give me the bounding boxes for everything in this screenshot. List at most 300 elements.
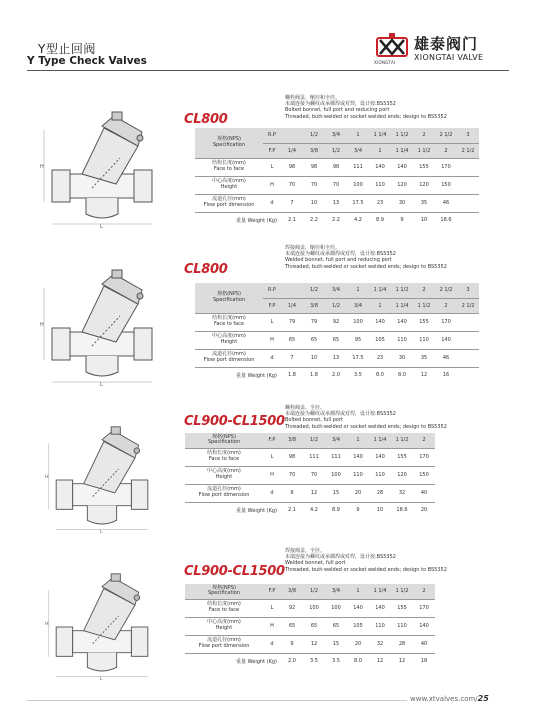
- row-label: [185, 484, 263, 502]
- value-cell: 110: [413, 331, 435, 349]
- size-cell: 1 1/4: [369, 283, 391, 298]
- value-cell: 140: [369, 599, 391, 617]
- weight-cell: 4.2: [310, 507, 318, 514]
- svg-text:L: L: [100, 224, 103, 230]
- spec-label-cn: 规格(NPS): [217, 291, 241, 298]
- value-cell: 105: [369, 331, 391, 349]
- size-cell: 1/2: [303, 283, 325, 298]
- value-cell: [457, 158, 479, 176]
- y-check-valve-drawing: [42, 110, 162, 230]
- value-cell: 98: [325, 158, 347, 176]
- value-cell: 100: [303, 599, 325, 617]
- port-type-cell: R.P: [263, 128, 281, 143]
- row-label-en: Face to face: [208, 456, 240, 462]
- table-header-row: [185, 433, 435, 448]
- page-footer: [410, 694, 489, 703]
- row-label: [195, 158, 263, 176]
- row-label: [185, 617, 263, 635]
- svg-text:H: H: [45, 475, 49, 481]
- value-cell: 110: [391, 617, 413, 635]
- description-line: 末端连接为螺纹或承插焊或对焊，设计按:BS5352: [285, 251, 396, 258]
- row-symbol: L: [263, 448, 281, 466]
- svg-text:L: L: [100, 382, 103, 388]
- weight-cell: 1.8: [288, 372, 296, 379]
- size-cell: 1: [369, 143, 391, 158]
- weight-cell: 2.0: [332, 372, 340, 379]
- specification-table: [185, 584, 435, 669]
- row-symbol: H: [263, 617, 281, 635]
- weight-cell: 10: [420, 217, 428, 224]
- weight-cell: 2.2: [310, 217, 318, 224]
- value-cell: 155: [391, 448, 413, 466]
- value-cell: 120: [413, 176, 435, 194]
- description-line: 末端连接为螺纹或承插焊或对焊，设计按:BS5352: [285, 554, 396, 561]
- size-cell: [281, 128, 303, 143]
- weight-cell: 12: [376, 658, 384, 665]
- row-label-cn: 结构长度(mm): [212, 315, 246, 322]
- table-row: [195, 313, 479, 331]
- weight-cell: 2.2: [332, 217, 340, 224]
- value-cell: 92: [325, 313, 347, 331]
- value-cell: 35: [413, 349, 435, 367]
- row-label-cn: 中心高度(mm): [207, 619, 241, 626]
- row-label: [195, 331, 263, 349]
- weight-row: [185, 502, 435, 518]
- size-cell: 1 1/4: [369, 433, 391, 448]
- product-description: [285, 548, 447, 573]
- weight-cell: 2.1: [288, 217, 296, 224]
- row-label-en: Face to face: [213, 321, 245, 327]
- spec-label-cn: 规格(NPS): [212, 584, 236, 591]
- value-cell: [457, 313, 479, 331]
- value-cell: 32: [369, 635, 391, 653]
- row-label: [185, 448, 263, 466]
- weight-cell: 20: [420, 507, 428, 514]
- pressure-class-label: CL900-CL1500: [184, 564, 285, 579]
- table-row: [185, 617, 435, 635]
- table-row: [185, 484, 435, 502]
- value-cell: 100: [347, 313, 369, 331]
- value-cell: 170: [435, 313, 457, 331]
- row-symbol: d: [263, 484, 281, 502]
- weight-cell: 9: [400, 217, 404, 224]
- value-cell: 100: [325, 466, 347, 484]
- weight-label: 重量 Weight (Kg): [236, 372, 277, 379]
- footer-url[interactable]: www.xtvalves.com/: [410, 695, 478, 703]
- description-line: Threaded, butt-welded or socket welded ends; design to BS5352: [285, 423, 447, 430]
- row-label-cn: 中心高度(mm): [212, 333, 246, 340]
- weight-row: [195, 367, 479, 383]
- value-cell: 65: [325, 331, 347, 349]
- value-cell: 110: [347, 466, 369, 484]
- header-divider: [27, 70, 509, 71]
- page-number: 25: [477, 694, 489, 703]
- value-cell: [457, 176, 479, 194]
- table-row: [195, 176, 479, 194]
- row-symbol: d: [263, 194, 281, 212]
- value-cell: 98: [303, 158, 325, 176]
- value-cell: 30: [391, 349, 413, 367]
- value-cell: 140: [369, 158, 391, 176]
- row-label-en: Flow port dimension: [198, 492, 250, 498]
- value-cell: 20: [347, 484, 369, 502]
- description-line: 螺栓阀盖，缩径和全径。: [285, 95, 341, 101]
- product-description: [285, 405, 447, 430]
- product-description: [285, 95, 447, 120]
- y-check-valve-drawing: [42, 268, 162, 388]
- description-line: Welded bonnet, full port and reducing port: [285, 257, 392, 264]
- row-label-cn: 流道孔径(mm): [207, 637, 241, 644]
- size-cell: 1 1/2: [391, 128, 413, 143]
- size-cell: 2: [413, 283, 435, 298]
- value-cell: 110: [391, 331, 413, 349]
- size-cell: 3: [457, 283, 479, 298]
- description-line: 末端连接为螺纹或承插焊或对焊，设计按:BS5352: [285, 101, 396, 108]
- row-label-cn: 流道孔径(mm): [212, 351, 246, 358]
- table-row: [195, 349, 479, 367]
- row-symbol: L: [263, 599, 281, 617]
- size-cell: 3/4: [347, 143, 369, 158]
- value-cell: 155: [413, 313, 435, 331]
- row-label-cn: 结构长度(mm): [207, 601, 241, 608]
- specification-header-cell: [195, 128, 263, 158]
- value-cell: 30: [391, 194, 413, 212]
- size-cell: 2 1/2: [435, 128, 457, 143]
- spec-label-cn: 规格(NPS): [217, 136, 241, 143]
- weight-cell: 18: [420, 658, 428, 665]
- value-cell: 65: [303, 331, 325, 349]
- port-type-cell: F.P: [263, 433, 281, 448]
- spec-label-en: Specification: [212, 141, 246, 148]
- svg-text:L: L: [100, 677, 103, 683]
- description-line: 末端连接为螺纹或承插焊或对焊，设计按:BS5352: [285, 411, 396, 418]
- row-label: [195, 176, 263, 194]
- value-cell: 32: [391, 484, 413, 502]
- value-cell: [457, 331, 479, 349]
- weight-cell: 1.8: [310, 372, 318, 379]
- size-cell: 1 1/4: [369, 584, 391, 599]
- value-cell: [457, 349, 479, 367]
- row-label-cn: 中心高度(mm): [212, 178, 246, 185]
- size-cell: 3/8: [281, 433, 303, 448]
- value-cell: 98: [281, 158, 303, 176]
- specification-header-cell: [185, 433, 263, 448]
- value-cell: 40: [413, 484, 435, 502]
- size-cell: 2: [413, 433, 435, 448]
- size-cell: 1/2: [325, 143, 347, 158]
- table-row: [195, 331, 479, 349]
- row-label-cn: 结构长度(mm): [207, 450, 241, 457]
- row-label-en: Height: [220, 184, 238, 190]
- row-label-cn: 流道孔径(mm): [212, 196, 246, 203]
- weight-cell: 18.6: [396, 507, 408, 514]
- value-cell: 28: [391, 635, 413, 653]
- value-cell: 65: [303, 617, 325, 635]
- row-label: [195, 349, 263, 367]
- valve-illustration: [42, 110, 162, 234]
- value-cell: 35: [413, 194, 435, 212]
- size-cell: 1: [369, 298, 391, 313]
- size-cell: 1/2: [303, 128, 325, 143]
- table-row: [185, 466, 435, 484]
- row-label: [195, 194, 263, 212]
- spec-label-en: Specification: [212, 296, 246, 303]
- value-cell: 140: [347, 448, 369, 466]
- description-line: 焊接阀盖，缩径和全径。: [285, 245, 341, 251]
- svg-text:H: H: [40, 164, 44, 170]
- value-cell: 140: [391, 313, 413, 331]
- row-label-en: Height: [215, 474, 233, 480]
- row-symbol: d: [263, 635, 281, 653]
- row-label-en: Height: [220, 339, 238, 345]
- table-row: [185, 448, 435, 466]
- value-cell: 17.5: [347, 349, 369, 367]
- value-cell: 13: [325, 349, 347, 367]
- weight-cell: 8.9: [376, 217, 384, 224]
- row-label-cn: 结构长度(mm): [212, 160, 246, 167]
- weight-row: [185, 653, 435, 669]
- table-row: [195, 194, 479, 212]
- description-line: Bolted bonnet, full port and reducing port: [285, 107, 390, 114]
- product-description: [285, 245, 447, 270]
- size-cell: 2: [413, 584, 435, 599]
- value-cell: 105: [347, 617, 369, 635]
- size-cell: 2 1/2: [457, 298, 479, 313]
- value-cell: 170: [435, 158, 457, 176]
- value-cell: 23: [369, 349, 391, 367]
- value-cell: 140: [369, 448, 391, 466]
- footer-divider: [27, 700, 407, 701]
- value-cell: 140: [435, 331, 457, 349]
- svg-text:L: L: [100, 530, 103, 536]
- value-cell: 13: [325, 194, 347, 212]
- value-cell: 10: [303, 349, 325, 367]
- port-type-cell: F.P: [263, 143, 281, 158]
- size-cell: 3: [457, 128, 479, 143]
- value-cell: 155: [391, 599, 413, 617]
- weight-cell: 2.1: [288, 507, 296, 514]
- size-cell: 1 1/2: [413, 143, 435, 158]
- size-cell: 2: [435, 143, 457, 158]
- page-title-cn: Y型止回阀: [38, 42, 96, 56]
- table-header-row: [195, 128, 479, 143]
- value-cell: 140: [391, 158, 413, 176]
- size-cell: 3/8: [303, 298, 325, 313]
- size-cell: 1 1/2: [391, 283, 413, 298]
- value-cell: 140: [369, 313, 391, 331]
- size-cell: 3/4: [325, 283, 347, 298]
- size-cell: 1: [347, 433, 369, 448]
- pressure-class-label: CL900-CL1500: [184, 414, 285, 429]
- size-cell: 2 1/2: [457, 143, 479, 158]
- row-label-en: Height: [215, 625, 233, 631]
- port-type-cell: R.P: [263, 283, 281, 298]
- value-cell: 170: [413, 599, 435, 617]
- value-cell: 9: [281, 484, 303, 502]
- value-cell: 20: [347, 635, 369, 653]
- weight-cell: [457, 212, 479, 228]
- logo-small-text: XIONGTAI: [374, 60, 396, 65]
- description-line: 焊接阀盖，全径。: [285, 548, 326, 554]
- weight-cell: 2.0: [288, 658, 296, 665]
- value-cell: 46: [435, 194, 457, 212]
- valve-illustration: [42, 572, 162, 686]
- size-cell: 1: [347, 283, 369, 298]
- y-check-valve-drawing: [42, 572, 162, 682]
- value-cell: 70: [303, 176, 325, 194]
- value-cell: 111: [347, 158, 369, 176]
- weight-cell: 9: [356, 507, 360, 514]
- svg-text:H: H: [45, 622, 49, 628]
- port-type-cell: F.P: [263, 584, 281, 599]
- value-cell: 70: [325, 176, 347, 194]
- value-cell: 65: [281, 617, 303, 635]
- size-cell: [281, 283, 303, 298]
- value-cell: [457, 194, 479, 212]
- description-line: Welded bonnet, full port: [285, 560, 346, 567]
- weight-cell: [457, 367, 479, 383]
- description-line: Threaded, butt-welded or socket welded ends; design to BS5352: [285, 113, 447, 120]
- value-cell: 65: [281, 331, 303, 349]
- value-cell: 170: [413, 448, 435, 466]
- row-label-cn: 中心高度(mm): [207, 468, 241, 475]
- weight-cell: 8.9: [332, 507, 340, 514]
- row-symbol: H: [263, 466, 281, 484]
- value-cell: 7: [281, 194, 303, 212]
- weight-cell: 18.6: [440, 217, 452, 224]
- row-label-en: Flow port dimension: [203, 357, 255, 363]
- table-header-row: [195, 283, 479, 298]
- size-cell: 1 1/4: [391, 298, 413, 313]
- weight-cell: 3.5: [332, 658, 340, 665]
- pressure-class-label: CL800: [184, 112, 228, 127]
- weight-cell: 8.0: [354, 658, 362, 665]
- spec-label-en: Specification: [207, 439, 241, 446]
- row-label: [185, 599, 263, 617]
- value-cell: 150: [413, 466, 435, 484]
- row-label-en: Face to face: [213, 166, 245, 172]
- value-cell: 10: [303, 194, 325, 212]
- value-cell: 110: [369, 617, 391, 635]
- size-cell: 1 1/4: [391, 143, 413, 158]
- logo-brand-cn: 雄泰阀门: [414, 35, 479, 53]
- description-line: 螺栓阀盖，全径。: [285, 405, 326, 411]
- value-cell: 46: [435, 349, 457, 367]
- specification-header-cell: [195, 283, 263, 313]
- size-cell: 1/4: [281, 143, 303, 158]
- description-line: Bolted bonnet, full port: [285, 417, 344, 424]
- size-cell: 3/4: [325, 584, 347, 599]
- value-cell: 100: [347, 176, 369, 194]
- size-cell: 1 1/4: [369, 128, 391, 143]
- value-cell: 111: [325, 448, 347, 466]
- value-cell: 111: [303, 448, 325, 466]
- size-cell: 3/4: [347, 298, 369, 313]
- table-row: [195, 158, 479, 176]
- specification-header-cell: [185, 584, 263, 599]
- weight-label: 重量 Weight (Kg): [236, 658, 277, 665]
- valve-illustration: [42, 425, 162, 539]
- value-cell: 15: [325, 635, 347, 653]
- value-cell: 98: [281, 448, 303, 466]
- value-cell: 95: [347, 331, 369, 349]
- row-symbol: L: [263, 158, 281, 176]
- size-cell: 1/4: [281, 298, 303, 313]
- value-cell: 70: [281, 466, 303, 484]
- weight-row: [195, 212, 479, 228]
- size-cell: 3/8: [281, 584, 303, 599]
- value-cell: 9: [281, 635, 303, 653]
- table-row: [185, 635, 435, 653]
- size-cell: 1 1/2: [391, 584, 413, 599]
- value-cell: 7: [281, 349, 303, 367]
- weight-label: 重量 Weight (Kg): [236, 507, 277, 514]
- spec-label-cn: 规格(NPS): [212, 433, 236, 440]
- size-cell: 1/2: [303, 433, 325, 448]
- row-label-cn: 流道孔径(mm): [207, 486, 241, 493]
- pressure-class-label: CL800: [184, 262, 228, 277]
- y-check-valve-drawing: [42, 425, 162, 535]
- xiongtai-logo-icon: [374, 32, 410, 62]
- size-cell: 2: [435, 298, 457, 313]
- value-cell: 79: [303, 313, 325, 331]
- value-cell: 110: [369, 466, 391, 484]
- value-cell: 70: [303, 466, 325, 484]
- size-cell: 3/4: [325, 128, 347, 143]
- valve-illustration: [42, 268, 162, 392]
- size-cell: 1: [347, 128, 369, 143]
- row-symbol: H: [263, 176, 281, 194]
- size-cell: 1/2: [325, 298, 347, 313]
- description-line: Threaded, butt-welded or socket welded ends; design to BS5352: [285, 263, 447, 270]
- value-cell: 70: [281, 176, 303, 194]
- value-cell: 12: [303, 484, 325, 502]
- value-cell: 79: [281, 313, 303, 331]
- value-cell: 12: [303, 635, 325, 653]
- table-header-row: [185, 584, 435, 599]
- value-cell: 100: [325, 599, 347, 617]
- row-label: [185, 466, 263, 484]
- value-cell: 150: [435, 176, 457, 194]
- weight-cell: 12: [420, 372, 428, 379]
- description-line: Threaded, butt-welded or socket welded ends; design to BS5352: [285, 566, 447, 573]
- value-cell: 23: [369, 194, 391, 212]
- value-cell: 140: [347, 599, 369, 617]
- size-cell: 1: [347, 584, 369, 599]
- logo-brand-en: XIONGTAI VALVE: [414, 53, 484, 62]
- row-symbol: H: [263, 331, 281, 349]
- size-cell: 3/8: [303, 143, 325, 158]
- value-cell: 110: [369, 176, 391, 194]
- row-symbol: L: [263, 313, 281, 331]
- value-cell: 140: [413, 617, 435, 635]
- value-cell: 17.5: [347, 194, 369, 212]
- weight-label: 重量 Weight (Kg): [236, 217, 277, 224]
- table-row: [185, 599, 435, 617]
- weight-cell: 8.0: [376, 372, 384, 379]
- value-cell: 40: [413, 635, 435, 653]
- weight-cell: 16: [442, 372, 450, 379]
- size-cell: 2 1/2: [435, 283, 457, 298]
- port-type-cell: F.P: [263, 298, 281, 313]
- row-label-en: Flow port dimension: [203, 202, 255, 208]
- weight-cell: 4.2: [354, 217, 362, 224]
- row-label-en: Flow port dimension: [198, 643, 250, 649]
- spec-label-en: Specification: [207, 590, 241, 597]
- weight-cell: 3.5: [354, 372, 362, 379]
- value-cell: 28: [369, 484, 391, 502]
- size-cell: 1 1/2: [413, 298, 435, 313]
